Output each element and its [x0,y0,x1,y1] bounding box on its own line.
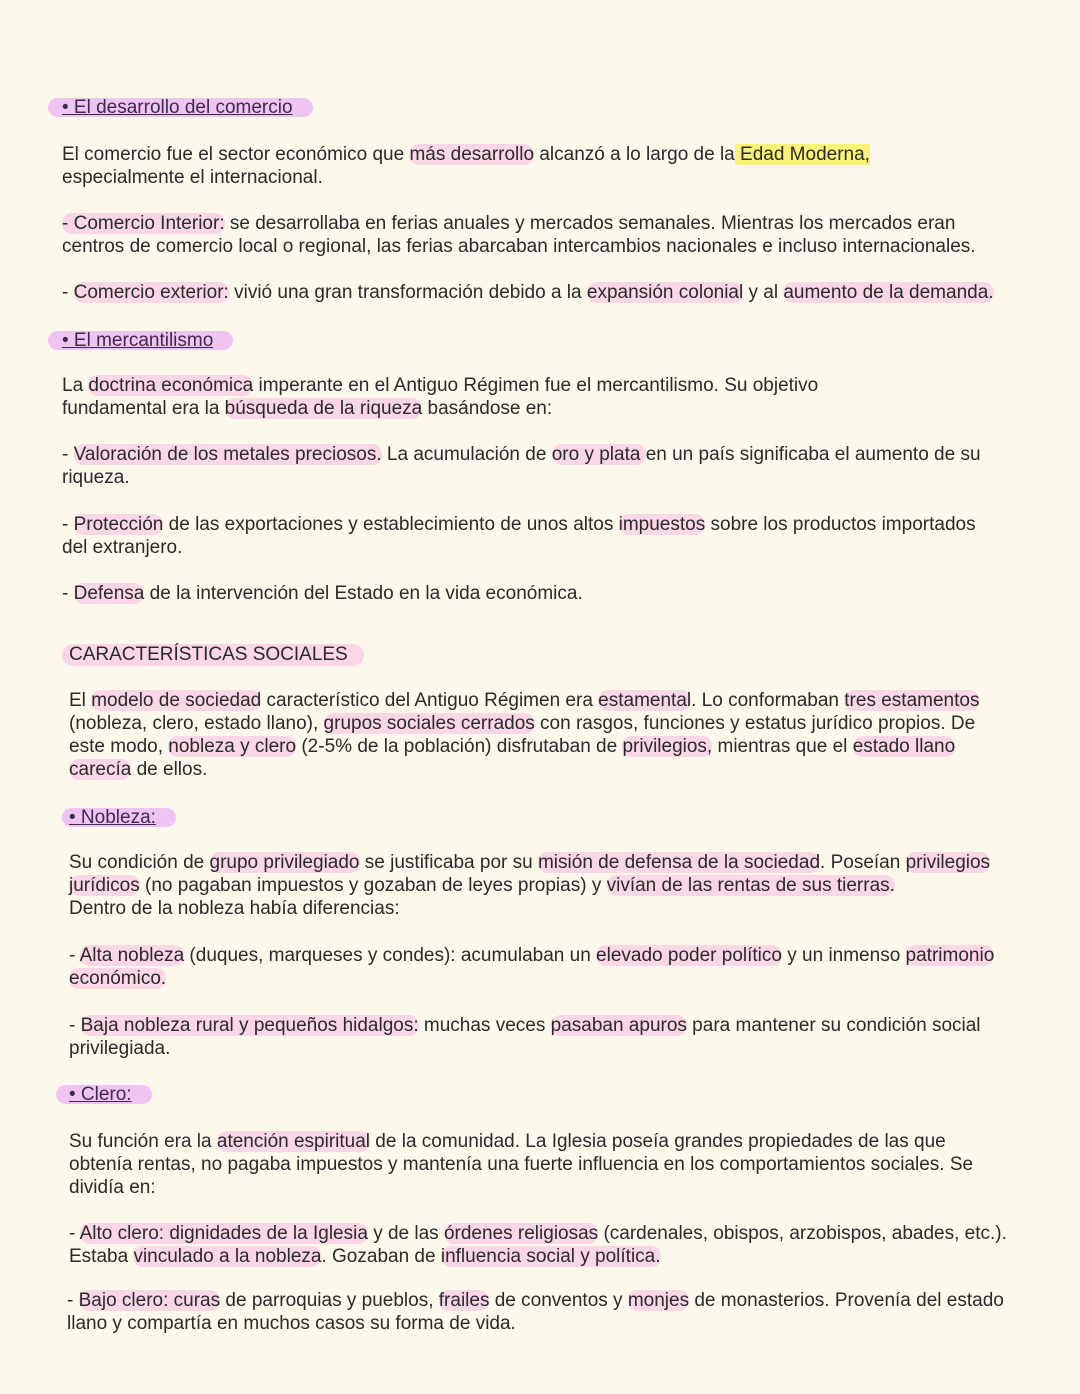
paragraph-metales: - Valoración de los metales preciosos. La acumulación de oro y plata en un país significaba el aumento de su riqueza. [62,444,981,488]
heading-nobleza: • Nobleza: [62,808,176,827]
heading-mercantilismo: • El mercantilismo [48,331,233,350]
paragraph-nobleza-intro: Su condición de grupo privilegiado se justificaba por su misión de defensa de la sociedad. Poseían privilegios jurídicos (no pagaban impuestos y gozaban de leyes propias) y vivían de las rentas de sus tierras. Dentro de la nobleza había diferencias: [69,852,991,919]
heading-comercio: • El desarrollo del comercio [48,98,313,117]
paragraph-proteccion: - Protección de las exportaciones y establecimiento de unos altos impuestos sobre los productos importados del extranjero. [62,514,976,558]
paragraph-comercio-intro: El comercio fue el sector económico que más desarrollo alcanzó a lo largo de la Edad Moderna, especialmente el internacional. [62,144,870,188]
paragraph-mercantilismo-intro: La doctrina económica imperante en el Antiguo Régimen fue el mercantilismo. Su objetivo fundamental era la búsqueda de la riqueza basándose en: [62,375,819,419]
paragraph-alto-clero: - Alto clero: dignidades de la Iglesia y de las órdenes religiosas (cardenales, obispos, arzobispos, abades, etc.). Estaba vinculado a la nobleza. Gozaban de influencia social y política. [69,1223,1007,1267]
paragraph-defensa: - Defensa de la intervención del Estado en la vida económica. [62,583,583,604]
paragraph-alta-nobleza: - Alta nobleza (duques, marqueses y condes): acumulaban un elevado poder político y un inmenso patrimonio económico. [69,945,995,989]
paragraph-comercio-interior: - Comercio Interior: se desarrollaba en ferias anuales y mercados semanales. Mientras los mercados eran centros de comercio local o regional, las ferias abarcaban intercambios nacionales e incluso internacionales. [62,213,976,257]
heading-clero: • Clero: [56,1085,152,1104]
paragraph-clero-intro: Su función era la atención espiritual de la comunidad. La Iglesia poseía grandes propiedades de las que obtenía rentas, no pagaba impuestos y mantenía una fuerte influencia en los comportamientos sociales. Se dividía en: [69,1131,974,1198]
paragraph-bajo-clero: - Bajo clero: curas de parroquias y pueblos, frailes de conventos y monjes de monasterios. Provenía del estado llano y compartía en muchos casos su forma de vida. [67,1290,1004,1334]
title-caracteristicas-sociales: CARACTERÍSTICAS SOCIALES [62,644,364,666]
paragraph-sociales-intro: El modelo de sociedad característico del Antiguo Régimen era estamental. Lo conformaban tres estamentos (nobleza, clero, estado llano), grupos sociales cerrados con rasgos, funciones y estatus jurídico propios. De este modo, nobleza y clero (2-5% de la población) disfrutaban de privilegios, mientras que el estado llano carecía de ellos. [69,690,980,780]
paragraph-baja-nobleza: - Baja nobleza rural y pequeños hidalgos: muchas veces pasaban apuros para mantener su condición social privilegiada. [69,1015,981,1059]
paragraph-comercio-exterior: - Comercio exterior: vivió una gran transformación debido a la expansión colonial y al aumento de la demanda. [62,282,994,303]
